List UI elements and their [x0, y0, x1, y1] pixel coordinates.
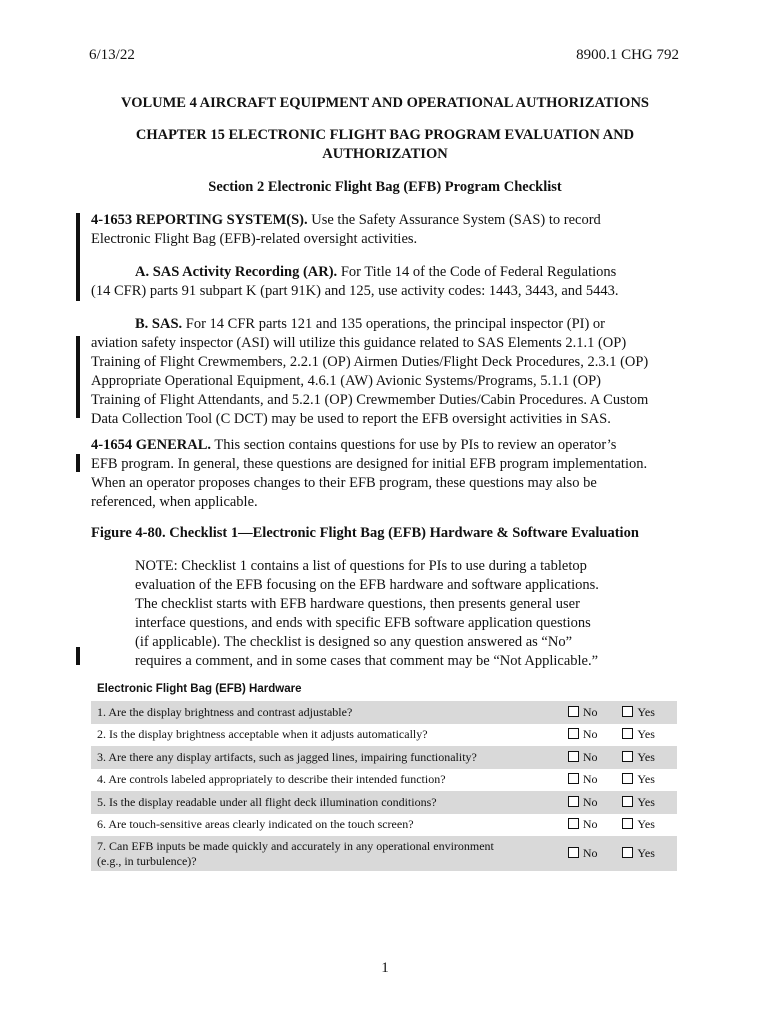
checklist-row: [91, 769, 677, 792]
no-label: No: [582, 749, 598, 764]
checkbox-icon[interactable]: [622, 818, 633, 829]
checklist-question: 3. Are there any display artifacts, such as jagged lines, impairing functionality?: [91, 746, 568, 769]
yes-label: Yes: [637, 817, 655, 832]
checklist-question: 2. Is the display brightness acceptable when it adjusts automatically?: [97, 727, 428, 742]
checklist-row: [91, 746, 677, 769]
yes-checkbox[interactable]: [622, 814, 677, 837]
checklist-question: 7. Can EFB inputs be made quickly and accurately in any operational environment (e.g., in turbulence)?: [91, 836, 568, 871]
change-bar: [76, 213, 80, 301]
yes-label: Yes: [637, 749, 655, 764]
no-label: No: [582, 772, 598, 787]
section-title: Section 2 Electronic Flight Bag (EFB) Program Checklist: [208, 179, 562, 195]
volume-title: VOLUME 4 AIRCRAFT EQUIPMENT AND OPERATIONAL AUTHORIZATIONS: [121, 95, 649, 111]
checklist-question: 6. Are touch-sensitive areas clearly indicated on the touch screen?: [97, 817, 414, 832]
no-checkbox[interactable]: [568, 791, 623, 814]
checklist-row: [91, 701, 677, 724]
checklist-section-label: Electronic Flight Bag (EFB) Hardware: [97, 683, 302, 695]
paragraph-4-1653-b: B. SAS. For 14 CFR parts 121 and 135 operations, the principal inspector (PI) or aviation safety inspector (ASI) will utilize this guidance related to SAS Elements 2.1.1 (OP) Training of Flight Crewmembers, 2.2.1 (OP) Airmen Duties/Flight Deck Procedures, 2.3.1 (OP) Appropriate Operational Equipment, 4.6.1 (AW) Avionic Systems/Programs, 5.1.1 (OP) Training of Flight Attendants, and 5.2.1 (OP) Crewmember Duties/Cabin Procedures. A Custom Data Collection Tool (C DCT) may be used to report the EFB oversight activities in SAS.: [91, 316, 649, 427]
no-checkbox[interactable]: [568, 724, 623, 747]
checkbox-icon[interactable]: [568, 818, 579, 829]
paragraph-heading: B. SAS.: [135, 316, 183, 332]
paragraph-heading: A. SAS Activity Recording (AR).: [135, 264, 338, 280]
checkbox-icon[interactable]: [622, 751, 633, 762]
yes-label: Yes: [637, 772, 655, 787]
header-document-id: 8900.1 CHG 792: [576, 47, 679, 63]
yes-checkbox[interactable]: [622, 836, 677, 871]
chapter-title-line1: CHAPTER 15 ELECTRONIC FLIGHT BAG PROGRAM EVALUATION AND: [135, 127, 635, 143]
change-bar: [76, 647, 80, 665]
checklist-row: [91, 791, 677, 814]
yes-label: Yes: [637, 727, 655, 742]
yes-checkbox[interactable]: [622, 791, 677, 814]
checklist-table: [91, 701, 677, 871]
checklist-question: 1. Are the display brightness and contrast adjustable?: [91, 701, 568, 724]
header-date: 6/13/22: [89, 47, 135, 63]
checkbox-icon[interactable]: [568, 706, 579, 717]
no-label: No: [582, 817, 598, 832]
no-checkbox[interactable]: [568, 836, 623, 871]
checkbox-icon[interactable]: [568, 847, 579, 858]
no-label: No: [582, 727, 598, 742]
checklist-row: [91, 724, 677, 747]
checklist-row: [91, 814, 677, 837]
checklist-row: [91, 836, 677, 871]
yes-checkbox[interactable]: [622, 769, 677, 792]
yes-checkbox[interactable]: [622, 746, 677, 769]
checklist-question: 5. Is the display readable under all flight deck illumination conditions?: [91, 791, 568, 814]
change-bar: [76, 336, 80, 418]
figure-title: Figure 4-80. Checklist 1—Electronic Flight Bag (EFB) Hardware & Software Evaluation: [91, 525, 639, 541]
no-label: No: [582, 704, 598, 719]
yes-label: Yes: [637, 794, 655, 809]
checkbox-icon[interactable]: [568, 773, 579, 784]
page-number: 1: [381, 960, 389, 976]
change-bar: [76, 454, 80, 472]
checkbox-icon[interactable]: [622, 796, 633, 807]
yes-checkbox[interactable]: [622, 724, 677, 747]
no-checkbox[interactable]: [568, 746, 623, 769]
paragraph-4-1654: 4-1654 GENERAL. This section contains questions for use by PIs to review an operator’s EFB program. In general, these questions are designed for initial EFB program implementation. When an operator proposes changes to their EFB program, these questions may also be referenced, when applicable.: [91, 437, 648, 510]
yes-checkbox[interactable]: [622, 701, 677, 724]
checklist-question: 4. Are controls labeled appropriately to describe their intended function?: [97, 772, 446, 787]
paragraph-4-1653: 4-1653 REPORTING SYSTEM(S). Use the Safety Assurance System (SAS) to record Electronic Flight Bag (EFB)-related oversight activities.: [91, 212, 601, 247]
paragraph-heading: 4-1654 GENERAL.: [91, 437, 212, 453]
no-checkbox[interactable]: [568, 769, 623, 792]
no-label: No: [582, 846, 598, 860]
no-label: No: [582, 794, 598, 809]
chapter-title-line2: AUTHORIZATION: [322, 146, 448, 162]
no-checkbox[interactable]: [568, 814, 623, 837]
checkbox-icon[interactable]: [622, 706, 633, 717]
yes-label: Yes: [637, 846, 655, 860]
paragraph-4-1653-a: A. SAS Activity Recording (AR). For Title 14 of the Code of Federal Regulations (14 CFR) parts 91 subpart K (part 91K) and 125, use activity codes: 1443, 3443, and 5443.: [91, 264, 619, 299]
checkbox-icon[interactable]: [568, 751, 579, 762]
checkbox-icon[interactable]: [568, 728, 579, 739]
paragraph-heading: 4-1653 REPORTING SYSTEM(S).: [91, 212, 308, 228]
checkbox-icon[interactable]: [622, 728, 633, 739]
checkbox-icon[interactable]: [622, 773, 633, 784]
checkbox-icon[interactable]: [622, 847, 633, 858]
note-block: NOTE: Checklist 1 contains a list of questions for PIs to use during a tabletop evaluation of the EFB focusing on the EFB hardware and software applications. The checklist starts with EFB hardware questions, then presents general user interface questions, and ends with specific EFB software application questions (if applicable). The checklist is designed so any question answered as “No” requires a comment, and in some cases that comment may be “Not Applicable.”: [135, 558, 599, 669]
yes-label: Yes: [637, 704, 655, 719]
checkbox-icon[interactable]: [568, 796, 579, 807]
no-checkbox[interactable]: [568, 701, 623, 724]
